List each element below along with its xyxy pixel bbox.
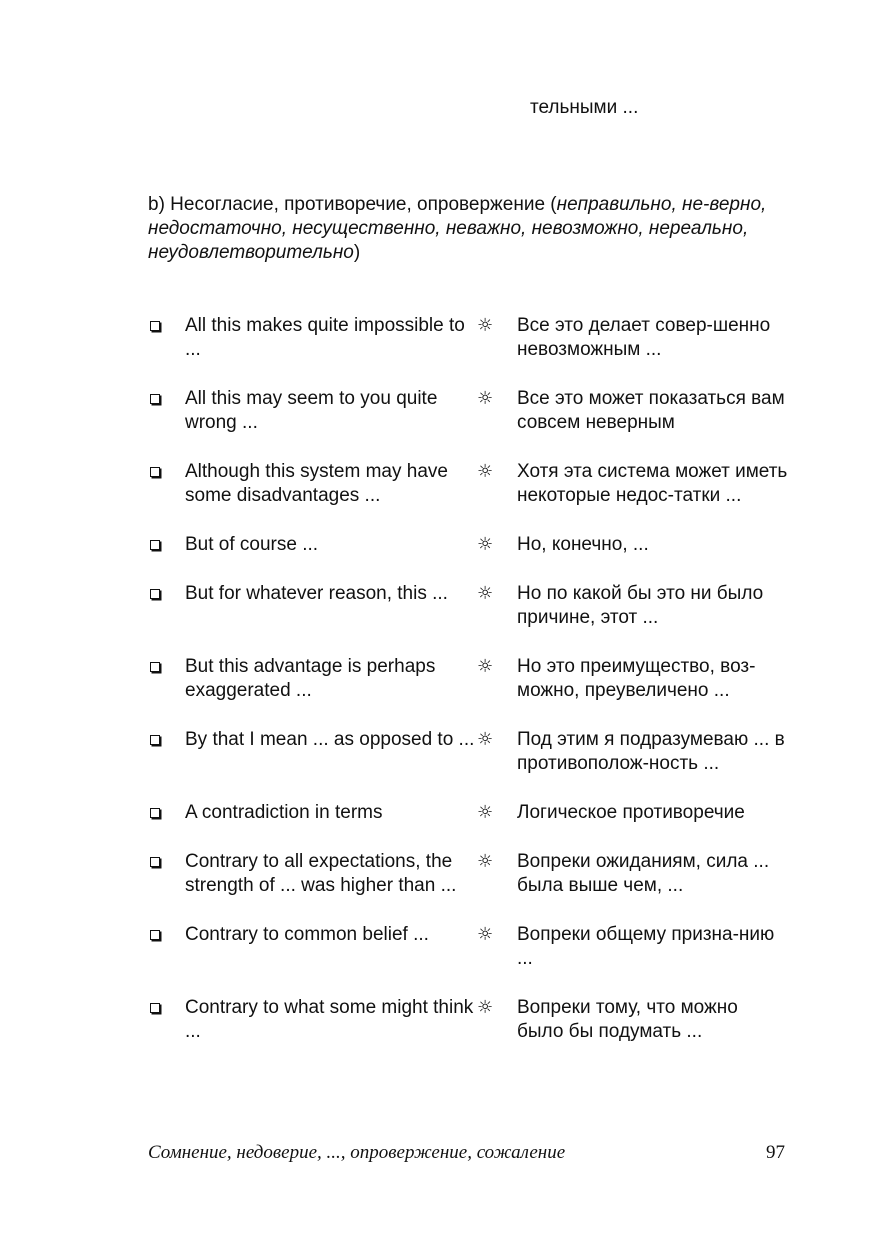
- section-heading-close: ): [353, 242, 361, 263]
- english-phrase: Contrary to what some might think ...: [185, 997, 474, 1042]
- page-number: 97: [766, 1142, 785, 1163]
- running-footer-title: Сомнение, недоверие, ..., опровержение, сожаление: [148, 1142, 566, 1163]
- list-item: [148, 582, 788, 630]
- checkbox-bullet-icon: [148, 728, 185, 776]
- english-phrase: All this may seem to you quite wrong ...: [185, 388, 438, 433]
- section-heading: [148, 193, 778, 265]
- russian-translation: Все это может показаться вам совсем неверным: [517, 388, 785, 433]
- sun-icon: ☼: [477, 534, 494, 555]
- sun-icon: ☼: [477, 802, 494, 823]
- list-item: [148, 655, 788, 703]
- russian-translation: Хотя эта система может иметь некоторые недос-татки ...: [517, 461, 788, 506]
- list-item: [148, 460, 788, 508]
- english-phrase: Contrary to common belief ...: [185, 924, 429, 945]
- checkbox-bullet-icon: [148, 850, 185, 898]
- checkbox-bullet-icon: [148, 923, 185, 971]
- section-heading-italic: неправильно, не-верно, недостаточно, несущественно, неважно, невозможно, нереально, неудовлетворительно: [148, 194, 767, 263]
- checkbox-bullet-icon: [148, 460, 185, 508]
- list-item: [148, 801, 788, 825]
- russian-translation: Но, конечно, ...: [517, 534, 649, 555]
- checkbox-bullet-icon: [148, 533, 185, 557]
- english-phrase: But for whatever reason, this ...: [185, 583, 448, 604]
- russian-translation: Но по какой бы это ни было причине, этот ...: [517, 583, 764, 628]
- list-item: [148, 728, 788, 776]
- checkbox-bullet-icon: [148, 655, 185, 703]
- russian-translation: Но это преимущество, воз-можно, преувеличено ...: [517, 656, 756, 701]
- russian-translation: Под этим я подразумеваю ... в противополож-ность ...: [517, 729, 785, 774]
- english-phrase: All this makes quite impossible to ...: [185, 315, 465, 360]
- carry-over-text: тельными ...: [530, 97, 639, 118]
- russian-translation: Логическое противоречие: [517, 802, 745, 823]
- list-item: [148, 850, 788, 898]
- checkbox-bullet-icon: [148, 582, 185, 630]
- sun-icon: ☼: [477, 924, 494, 945]
- russian-translation: Вопреки ожиданиям, сила ... была выше чем, ...: [517, 851, 770, 896]
- english-phrase: By that I mean ... as opposed to ...: [185, 729, 475, 750]
- list-item: [148, 533, 788, 557]
- section-heading-text: b) Несогласие, противоречие, опровержение (: [148, 194, 557, 215]
- list-item: [148, 923, 788, 971]
- english-phrase: Contrary to all expectations, the strength of ... was higher than ...: [185, 851, 457, 896]
- english-phrase: Although this system may have some disadvantages ...: [185, 461, 448, 506]
- checkbox-bullet-icon: [148, 314, 185, 362]
- sun-icon: ☼: [477, 461, 494, 482]
- russian-translation: Вопреки тому, что можно было бы подумать ...: [517, 997, 738, 1042]
- checkbox-bullet-icon: [148, 996, 185, 1044]
- english-phrase: A contradiction in terms: [185, 802, 383, 823]
- sun-icon: ☼: [477, 656, 494, 677]
- sun-icon: ☼: [477, 729, 494, 750]
- checkbox-bullet-icon: [148, 801, 185, 825]
- sun-icon: ☼: [477, 851, 494, 872]
- sun-icon: ☼: [477, 388, 494, 409]
- sun-icon: ☼: [477, 583, 494, 604]
- list-item: [148, 996, 788, 1044]
- russian-translation: Все это делает совер-шенно невозможным ...: [517, 315, 771, 360]
- english-phrase: But of course ...: [185, 534, 319, 555]
- list-item: [148, 314, 788, 362]
- phrase-list: [148, 314, 788, 1069]
- russian-translation: Вопреки общему призна-нию ...: [517, 924, 775, 969]
- sun-icon: ☼: [477, 997, 494, 1018]
- english-phrase: But this advantage is perhaps exaggerated ...: [185, 656, 436, 701]
- list-item: [148, 387, 788, 435]
- sun-icon: ☼: [477, 315, 494, 336]
- checkbox-bullet-icon: [148, 387, 185, 435]
